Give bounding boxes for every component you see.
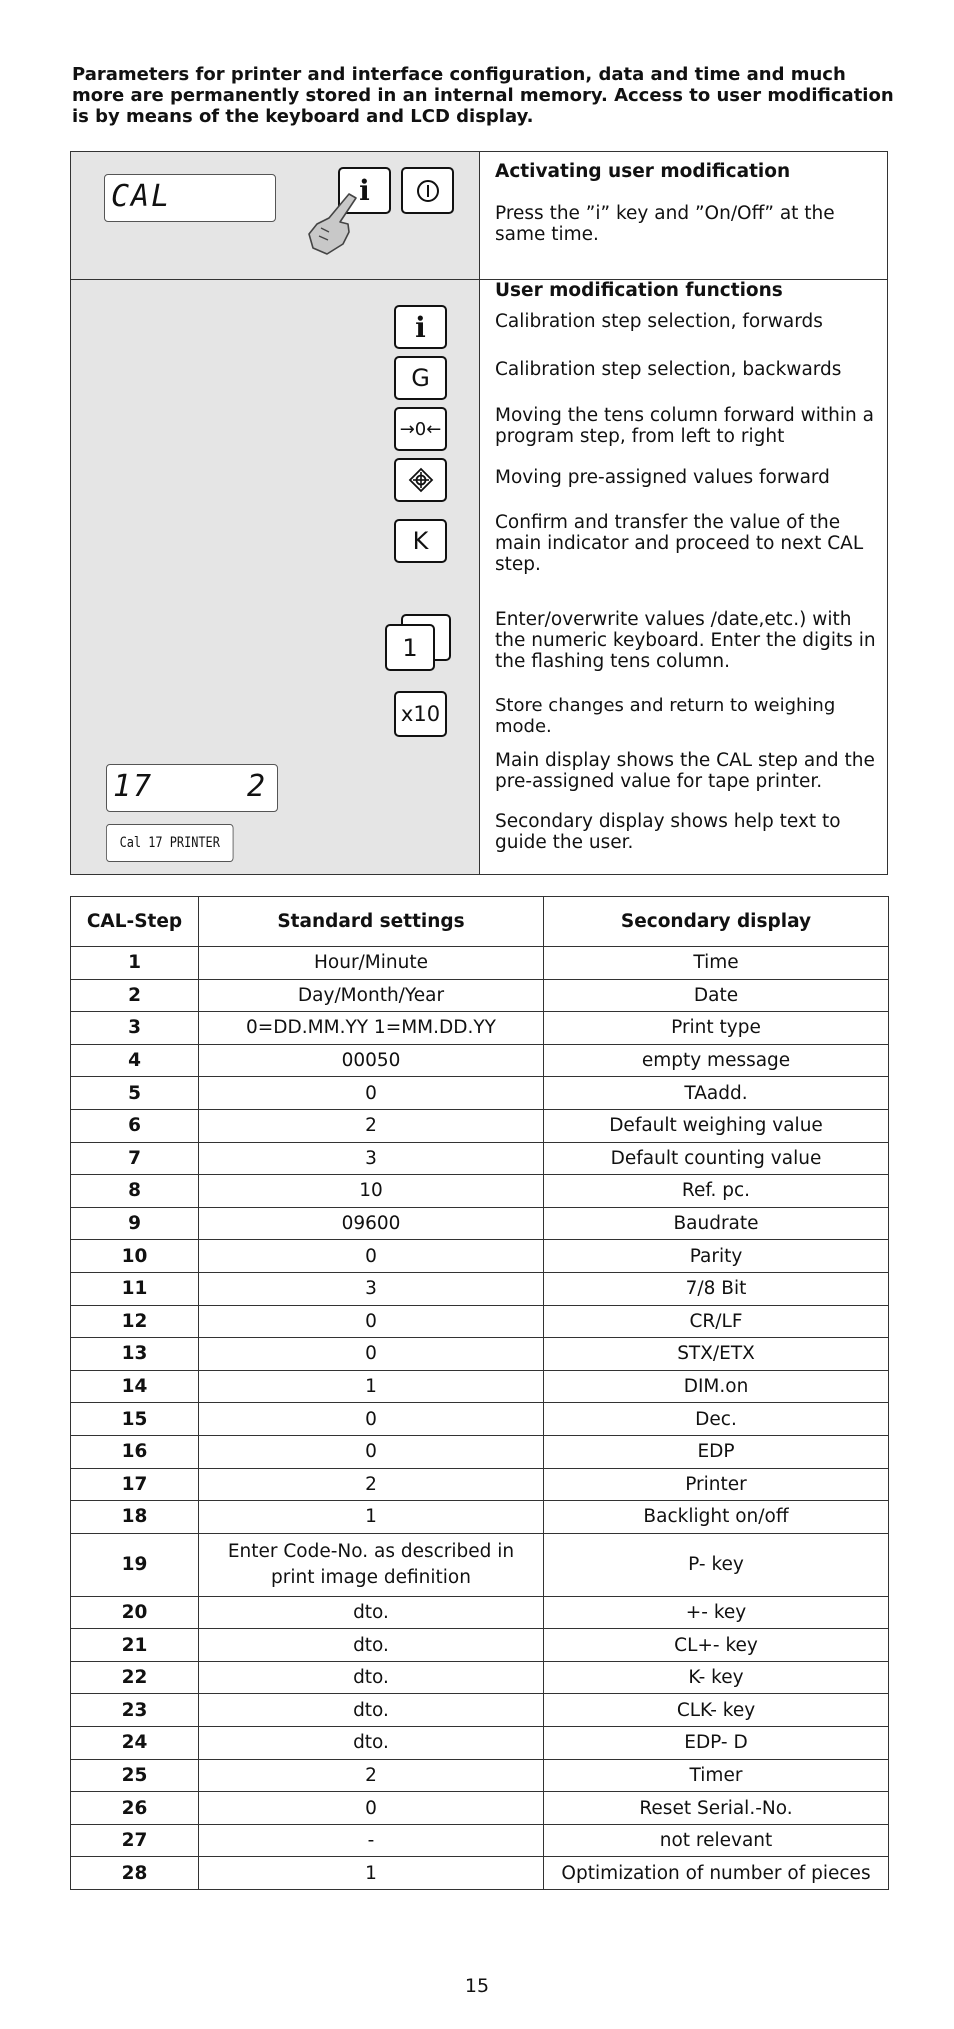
table-row [71,1077,889,1110]
k-key[interactable] [394,519,447,563]
power-icon [415,178,441,204]
secondary-display-cell: Default weighing value [544,1109,889,1142]
secondary-display-cell: not relevant [544,1824,889,1857]
standard-setting-cell: 0 [199,1338,544,1371]
secondary-display-cell: TAadd. [544,1077,889,1110]
secondary-display-cell: Print type [544,1012,889,1045]
main-lcd-display [104,174,276,222]
table-row [71,1824,889,1857]
g-key[interactable] [394,356,447,400]
main-display-value: 2 [247,769,268,804]
secondary-display-cell: DIM.on [544,1370,889,1403]
on-off-key[interactable] [401,167,454,214]
secondary-display-cell: Date [544,979,889,1012]
table-row [71,1175,889,1208]
standard-setting-cell: 1 [199,1857,544,1890]
cal-step-cell: 9 [71,1207,199,1240]
zero-key[interactable] [394,407,447,451]
g-key-label: G [411,364,430,392]
info-key-forward[interactable]: i [394,305,447,349]
standard-setting-cell: 3 [199,1142,544,1175]
cal-step-cell: 21 [71,1629,199,1662]
cal-step-cell: 28 [71,1857,199,1890]
table-row [71,1727,889,1760]
standard-setting-cell: 2 [199,1468,544,1501]
table-row [71,1435,889,1468]
cal-step-cell: 22 [71,1661,199,1694]
secondary-display-cell: CLK- key [544,1694,889,1727]
cal-step-cell: 10 [71,1240,199,1273]
main-display-step: 17 [113,769,154,804]
cal-step-cell: 14 [71,1370,199,1403]
secondary-display-cell: Dec. [544,1403,889,1436]
function-desc-1: Calibration step selection, forwards [495,311,823,332]
cal-step-cell: 15 [71,1403,199,1436]
cal-step-cell: 6 [71,1109,199,1142]
standard-setting-cell: Hour/Minute [199,947,544,980]
standard-setting-cell: 0 [199,1305,544,1338]
activating-title: Activating user modification [495,161,791,182]
secondary-display-cell: Printer [544,1468,889,1501]
x10-key[interactable] [394,691,447,737]
k-key-label: K [412,527,429,555]
standard-setting-cell: 2 [199,1109,544,1142]
cal-step-cell: 3 [71,1012,199,1045]
cal-step-cell: 4 [71,1044,199,1077]
table-row [71,1207,889,1240]
table-row [71,1142,889,1175]
standard-setting-cell: dto. [199,1661,544,1694]
standard-setting-cell: 0=DD.MM.YY 1=MM.DD.YY [199,1012,544,1045]
standard-setting-cell: 0 [199,1435,544,1468]
secondary-display-cell: Backlight on/off [544,1501,889,1534]
standard-setting-cell: - [199,1824,544,1857]
standard-setting-cell: 1 [199,1370,544,1403]
table-row [71,1501,889,1534]
table-row [71,1240,889,1273]
x10-key-label: x10 [400,702,441,726]
table-row [71,1759,889,1792]
cal-step-cell: 18 [71,1501,199,1534]
table-row [71,1694,889,1727]
cal-step-cell: 8 [71,1175,199,1208]
function-desc-2: Calibration step selection, backwards [495,359,842,380]
table-row [71,1403,889,1436]
cal-step-cell: 27 [71,1824,199,1857]
table-row [71,1370,889,1403]
secondary-display-cell: CL+- key [544,1629,889,1662]
info-key[interactable]: i [338,167,391,214]
header-secondary-display: Secondary display [544,897,889,947]
secondary-display-cell: +- key [544,1596,889,1629]
activating-description: Press the ”i” key and ”On/Off” at the same time. [495,203,835,245]
functions-title: User modification functions [495,280,783,301]
secondary-display-cell: Parity [544,1240,889,1273]
zero-key-label: →0← [399,418,442,440]
standard-setting-cell: 0 [199,1792,544,1825]
secondary-display-cell: Baudrate [544,1207,889,1240]
secondary-display-cell: Optimization of number of pieces [544,1857,889,1890]
secondary-display-description: Secondary display shows help text to guide the user. [495,811,841,853]
cal-step-cell: 17 [71,1468,199,1501]
standard-setting-cell: 10 [199,1175,544,1208]
function-desc-3: Moving the tens column forward within a program step, from left to right [495,405,874,447]
header-standard-settings: Standard settings [199,897,544,947]
numeric-key[interactable] [385,624,435,671]
cal-step-cell: 13 [71,1338,199,1371]
standard-setting-cell: dto. [199,1727,544,1760]
table-row [71,1533,889,1596]
cal-step-cell: 23 [71,1694,199,1727]
cal-step-cell: 7 [71,1142,199,1175]
secondary-display-cell: STX/ETX [544,1338,889,1371]
table-row [71,1338,889,1371]
secondary-display: Cal 17 PRINTER [106,824,234,862]
secondary-display-cell: EDP [544,1435,889,1468]
function-box [70,151,888,875]
standard-setting-cell: 0 [199,1240,544,1273]
standard-setting-cell: Enter Code-No. as described in print image definition [199,1533,544,1596]
function-desc-5: Confirm and transfer the value of the main indicator and proceed to next CAL step. [495,512,864,575]
standard-setting-cell: Day/Month/Year [199,979,544,1012]
table-row [71,1272,889,1305]
cal-step-cell: 16 [71,1435,199,1468]
tare-key[interactable] [394,458,447,502]
secondary-display-cell: K- key [544,1661,889,1694]
cal-step-cell: 26 [71,1792,199,1825]
tare-icon [407,466,435,494]
secondary-display-cell: Ref. pc. [544,1175,889,1208]
intro-paragraph: Parameters for printer and interface configuration, data and time and much more are permanently stored in an internal memory. Access to user modification is by means of the keyboard and LCD display. [72,64,894,127]
main-display-description: Main display shows the CAL step and the pre-assigned value for tape printer. [495,750,875,792]
secondary-display-cell: EDP- D [544,1727,889,1760]
standard-setting-cell: 0 [199,1403,544,1436]
table-row [71,1792,889,1825]
table-row [71,1629,889,1662]
cal-step-table [70,896,888,1890]
secondary-display-cell: Timer [544,1759,889,1792]
standard-setting-cell: 2 [199,1759,544,1792]
table-row [71,947,889,980]
secondary-display-cell: P- key [544,1533,889,1596]
standard-setting-cell: 09600 [199,1207,544,1240]
cal-step-cell: 11 [71,1272,199,1305]
cal-step-cell: 12 [71,1305,199,1338]
table-row [71,1468,889,1501]
table-header-row [71,897,889,947]
page-number: 15 [464,1975,490,1997]
cal-step-cell: 20 [71,1596,199,1629]
standard-setting-cell: dto. [199,1596,544,1629]
secondary-display-cell: Time [544,947,889,980]
numeric-key-label: 1 [402,633,418,662]
lcd-display-value: CAL [111,179,172,214]
header-cal-step: CAL-Step [71,897,199,947]
table-row [71,1857,889,1890]
standard-setting-cell: dto. [199,1694,544,1727]
standard-setting-cell: 1 [199,1501,544,1534]
table-row [71,1044,889,1077]
standard-setting-cell: dto. [199,1629,544,1662]
secondary-display-cell: Default counting value [544,1142,889,1175]
cal-step-cell: 25 [71,1759,199,1792]
main-display [106,764,278,812]
cal-step-cell: 24 [71,1727,199,1760]
cal-step-cell: 1 [71,947,199,980]
function-desc-4: Moving pre-assigned values forward [495,467,830,488]
cal-step-cell: 2 [71,979,199,1012]
secondary-display-cell: 7/8 Bit [544,1272,889,1305]
standard-setting-cell: 00050 [199,1044,544,1077]
function-desc-6: Enter/overwrite values /date,etc.) with the numeric keyboard. Enter the digits in the flashing tens column. [495,609,876,672]
secondary-display-cell: Reset Serial.-No. [544,1792,889,1825]
table-row [71,1305,889,1338]
table-row [71,979,889,1012]
standard-setting-cell: 0 [199,1077,544,1110]
cal-step-cell: 5 [71,1077,199,1110]
pointing-hand-icon [299,188,369,258]
secondary-display-cell: empty message [544,1044,889,1077]
cal-step-cell: 19 [71,1533,199,1596]
secondary-display-cell: CR/LF [544,1305,889,1338]
standard-setting-cell: 3 [199,1272,544,1305]
table-row [71,1109,889,1142]
table-row [71,1661,889,1694]
table-row [71,1596,889,1629]
table-row [71,1012,889,1045]
function-desc-7: Store changes and return to weighing mode. [495,695,836,737]
